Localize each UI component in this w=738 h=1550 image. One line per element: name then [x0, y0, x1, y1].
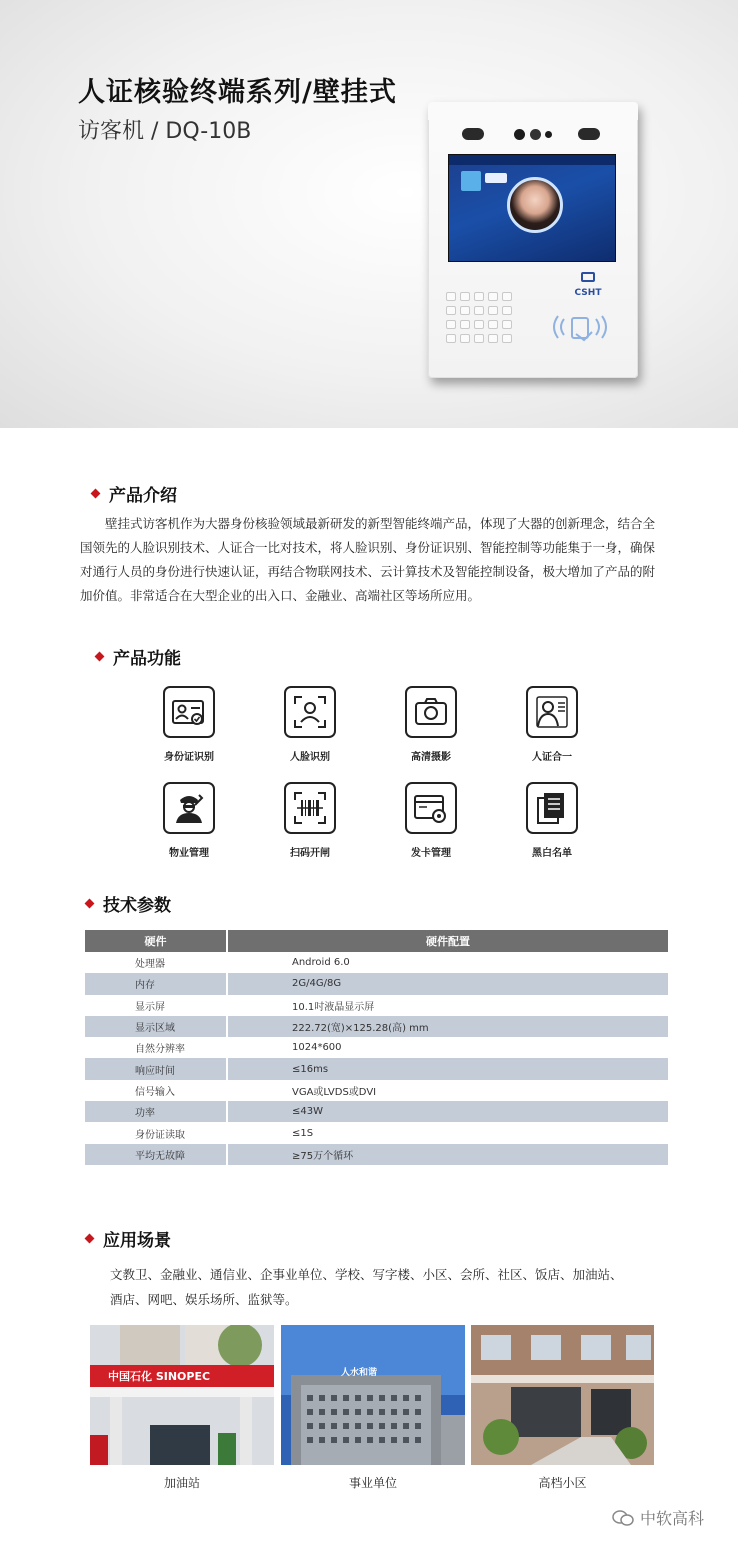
- id-card-icon: [171, 694, 207, 730]
- product-model: 访客机 / DQ-10B: [78, 119, 252, 144]
- spec-value: 222.72(宽)×125.28(高) mm: [228, 1016, 668, 1037]
- photo-institution: [281, 1325, 465, 1465]
- function-item-card-issue: [391, 782, 471, 859]
- product-series-title: 人证核验终端系列/壁挂式: [78, 77, 397, 108]
- table-row: [85, 952, 668, 973]
- spec-key: 自然分辨率: [85, 1037, 228, 1058]
- spec-value: ≤1S: [292, 1127, 314, 1139]
- table-row: [85, 1122, 668, 1143]
- section-heading-functions: 产品功能: [96, 644, 181, 669]
- camera-right-icon: [578, 128, 600, 140]
- spec-value: ≥75万个循环: [228, 1144, 668, 1165]
- photo-gas-station: [90, 1325, 274, 1465]
- function-label: 扫码开闸: [290, 848, 330, 859]
- table-row: [85, 1080, 668, 1101]
- spec-key: 信号输入: [85, 1080, 228, 1101]
- device-image: [428, 102, 638, 378]
- barcode-icon: [292, 790, 328, 826]
- wechat-icon: [612, 1509, 634, 1527]
- device-screen: [448, 154, 616, 262]
- card-gear-icon: [413, 790, 449, 826]
- building-sign: 人水和谐: [341, 1368, 378, 1378]
- spec-key: 显示屏: [85, 995, 228, 1016]
- spec-header: 硬件配置: [228, 930, 668, 952]
- brand-logo: CSHT: [574, 288, 602, 298]
- hero-banner: [0, 0, 738, 428]
- function-item-barcode: [270, 782, 350, 859]
- photo-caption: 事业单位: [348, 1476, 397, 1490]
- table-row: [85, 995, 668, 1016]
- spec-value: Android 6.0: [292, 957, 350, 969]
- camera-lens-icon: [514, 129, 525, 140]
- scenes-paragraph: 文教卫、金融业、通信业、企事业单位、学校、写字楼、小区、会所、社区、饭店、加油站、酒店、网吧、娱乐场所、监狱等。: [110, 1267, 623, 1307]
- function-item-face: [270, 686, 350, 763]
- function-item-id-card: [149, 686, 229, 763]
- section-heading-scenes: 应用场景: [86, 1226, 171, 1251]
- guard-icon: [171, 790, 207, 826]
- spec-key: 功率: [85, 1101, 228, 1122]
- brand-logo-icon: [581, 272, 595, 282]
- table-row: [85, 973, 668, 994]
- spec-value: ≤43W: [228, 1101, 668, 1122]
- diamond-bullet-icon: [85, 1234, 95, 1244]
- photo-caption: 加油站: [163, 1476, 200, 1490]
- spec-header: 硬件: [85, 930, 228, 952]
- diamond-bullet-icon: [95, 652, 105, 662]
- camera-left-icon: [462, 128, 484, 140]
- function-label: 人脸识别: [290, 752, 330, 763]
- spec-key: 响应时间: [85, 1058, 228, 1079]
- function-label: 黑白名单: [532, 848, 572, 859]
- list-icon: [534, 790, 570, 826]
- person-doc-icon: [534, 694, 570, 730]
- spec-value: 1024*600: [292, 1042, 342, 1054]
- function-item-property: [149, 782, 229, 859]
- spec-table: [85, 930, 668, 1165]
- spec-key: 处理器: [85, 952, 228, 973]
- spec-value: ≤16ms: [228, 1058, 668, 1079]
- spec-key: 平均无故障: [85, 1144, 228, 1165]
- keypad: [446, 292, 510, 350]
- gas-station-sign: 中国石化 SINOPEC: [108, 1370, 211, 1383]
- function-label: 身份证识别: [164, 752, 214, 763]
- spec-value: VGA或LVDS或DVI: [292, 1086, 377, 1098]
- diamond-bullet-icon: [91, 489, 101, 499]
- spec-value: 10.1吋液晶显示屏: [292, 1001, 375, 1013]
- spec-key: 身份证读取: [85, 1122, 228, 1143]
- function-label: 高清摄影: [411, 752, 451, 763]
- section-heading-intro: 产品介绍: [92, 481, 177, 506]
- face-scan-icon: [292, 694, 328, 730]
- table-row: [85, 1058, 668, 1079]
- spec-key: 内存: [85, 973, 228, 994]
- table-row: [85, 1037, 668, 1058]
- function-item-blacklist: [512, 782, 592, 859]
- function-item-person-id: [512, 686, 592, 763]
- watermark: 中软高科: [612, 1506, 704, 1529]
- camera-icon: [413, 694, 449, 730]
- photo-caption: 高档小区: [538, 1476, 587, 1490]
- table-row: [85, 1016, 668, 1037]
- table-row: [85, 1101, 668, 1122]
- spec-value: 2G/4G/8G: [228, 973, 668, 994]
- diamond-bullet-icon: [85, 899, 95, 909]
- face-portrait: [507, 177, 563, 233]
- photo-residential: [471, 1325, 654, 1465]
- section-heading-specs: 技术参数: [86, 891, 171, 916]
- function-label: 人证合一: [532, 752, 572, 763]
- function-label: 发卡管理: [411, 848, 451, 859]
- intro-paragraph: 壁挂式访客机作为大器身份核验领域最新研发的新型智能终端产品，体现了大器的创新理念，结合全国领先的人脸识别技术、人证合一比对技术，将人脸识别、身份证识别、智能控制等功能集于一身，确保对通行人员的身份进行快速认证，再结合物联网技术、云计算技术及智能控制设备，极大增加了产品的附加价值。非常适合在大型企业的出入口、金融业、高端社区等场所应用。: [80, 516, 656, 603]
- function-label: 物业管理: [169, 848, 209, 859]
- spec-key: 显示区域: [85, 1016, 228, 1037]
- nfc-icon: [548, 310, 618, 344]
- table-row: [85, 1144, 668, 1165]
- spec-header-row: [85, 930, 668, 952]
- function-item-camera: [391, 686, 471, 763]
